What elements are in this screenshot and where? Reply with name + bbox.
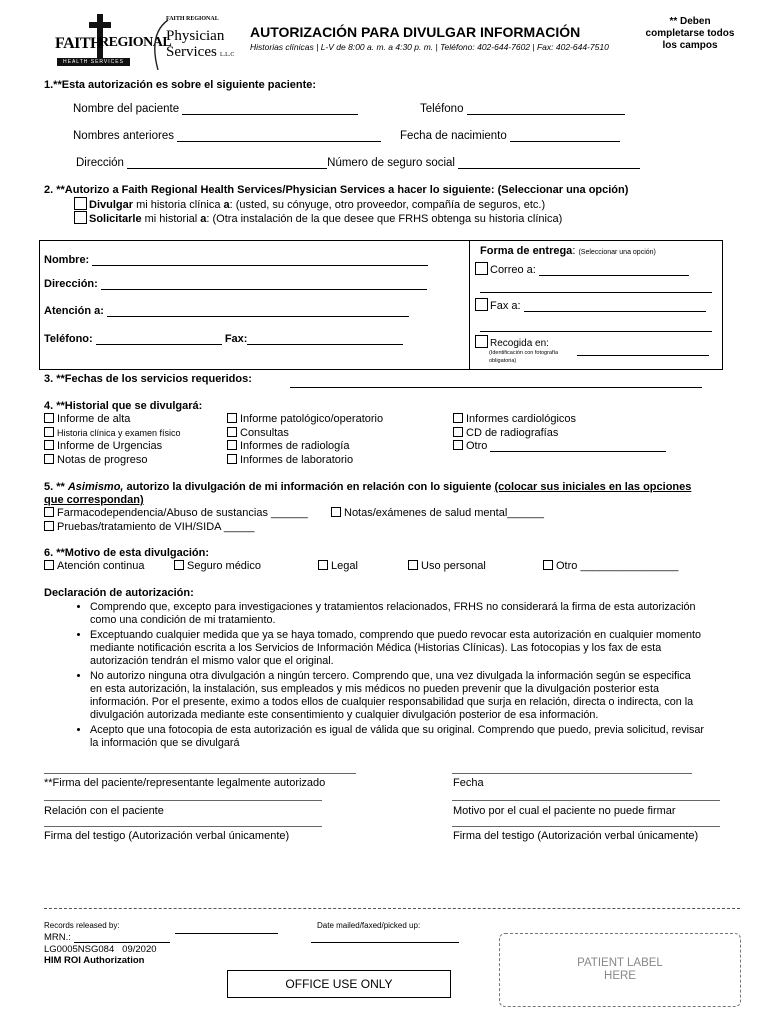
mrn-row: MRN.: bbox=[44, 932, 170, 943]
declaration-item: • No autorizo ninguna otra divulgación a ningún tercero. Comprendo que, una vez divulgada la información según se especifica en esta autorización, la instalación, sus empleados y mis médicos no pueden prevenir que la divulgación posterior esta información. Por el presente, eximo a todos ellos de cualquier responsabilidad que surja en relación, directa o indirecta, con la divulgación autorizada mediante este consentimiento y cualquier divulgación posterior de esa información. bbox=[90, 670, 704, 722]
hiv-item[interactable]: Pruebas/tratamiento de VIH/SIDA _____ bbox=[44, 521, 255, 533]
pickup-option[interactable]: Recogida en: bbox=[475, 335, 549, 349]
history-item[interactable]: Informes de radiología bbox=[227, 440, 349, 452]
recipient-address-field[interactable] bbox=[101, 289, 427, 290]
checkbox[interactable] bbox=[44, 507, 54, 517]
checkbox[interactable] bbox=[543, 560, 553, 570]
checkbox[interactable] bbox=[44, 440, 54, 450]
faith-regional-logo bbox=[55, 14, 172, 70]
request-option[interactable]: Solicitarle mi historial a: (Otra instalación de la que desee que FRHS obtenga su historia clínica) bbox=[74, 211, 562, 225]
checkbox[interactable] bbox=[453, 413, 463, 423]
date-mailed-line[interactable] bbox=[311, 942, 459, 943]
recipient-attention-row: Atención a: bbox=[44, 305, 409, 317]
section4-heading: 4. **Historial que se divulgará: bbox=[44, 400, 203, 412]
fax-option[interactable]: Fax a: bbox=[475, 298, 706, 312]
patient-phone-row: Teléfono bbox=[420, 103, 625, 115]
recipient-name-field[interactable] bbox=[92, 265, 428, 266]
fax-delivery-field[interactable] bbox=[524, 311, 706, 312]
former-names-row: Nombres anteriores bbox=[73, 130, 381, 142]
checkbox[interactable] bbox=[453, 440, 463, 450]
reason-option[interactable]: Uso personal bbox=[408, 560, 486, 572]
logo-faith: FAITH bbox=[55, 35, 102, 52]
mail-option[interactable]: Correo a: bbox=[475, 262, 689, 276]
recipient-address-row: Dirección: bbox=[44, 278, 427, 290]
date-label: Fecha bbox=[453, 777, 484, 789]
fax-checkbox[interactable] bbox=[475, 298, 488, 311]
logo-regional: REGIONAL bbox=[99, 35, 172, 50]
history-item[interactable]: Informes cardiológicos bbox=[453, 413, 576, 425]
service-dates-field[interactable] bbox=[290, 387, 702, 388]
office-divider bbox=[44, 908, 740, 909]
date-line[interactable] bbox=[452, 773, 692, 774]
logo2-physician: Physician bbox=[166, 28, 225, 44]
witness1-line[interactable] bbox=[44, 826, 322, 827]
checkbox[interactable] bbox=[453, 427, 463, 437]
checkbox[interactable] bbox=[174, 560, 184, 570]
birthdate-row: Fecha de nacimiento bbox=[400, 130, 620, 142]
history-item[interactable]: Historia clínica y examen físico bbox=[44, 427, 181, 438]
mrn-field[interactable] bbox=[74, 942, 170, 943]
mail-field[interactable] bbox=[539, 275, 689, 276]
section2-heading: 2. **Autorizo a Faith Regional Health Services/Physician Services a hacer lo siguiente: (Seleccionar una opción) bbox=[44, 184, 629, 196]
pickup-checkbox[interactable] bbox=[475, 335, 488, 348]
history-item[interactable]: Informe patológico/operatorio bbox=[227, 413, 383, 425]
history-item[interactable]: Informe de alta bbox=[44, 413, 130, 425]
form-subtitle: Historias clínicas | L-V de 8:00 a. m. a 4:30 p. m. | Teléfono: 402-644-7602 | Fax: 402-644-7510 bbox=[250, 42, 609, 52]
request-checkbox[interactable] bbox=[74, 211, 87, 224]
history-item[interactable]: Consultas bbox=[227, 427, 289, 439]
cannot-sign-label: Motivo por el cual el paciente no puede firmar bbox=[453, 805, 676, 817]
section5-heading: 5. ** Asimismo, autorizo la divulgación de mi información en relación con lo siguiente (colocar sus iniciales en las opciones que correspondan) bbox=[44, 481, 692, 506]
checkbox[interactable] bbox=[331, 507, 341, 517]
section1-heading: 1.**Esta autorización es sobre el siguiente paciente: bbox=[44, 79, 317, 91]
checkbox[interactable] bbox=[44, 560, 54, 570]
logo2-llc: L.L.C bbox=[220, 52, 235, 58]
checkbox[interactable] bbox=[318, 560, 328, 570]
patient-phone-field[interactable] bbox=[467, 114, 625, 115]
checkbox[interactable] bbox=[227, 413, 237, 423]
pickup-field[interactable] bbox=[577, 355, 709, 356]
physician-services-logo bbox=[150, 12, 240, 72]
relationship-label: Relación con el paciente bbox=[44, 805, 164, 817]
recipient-phone-row: Teléfono: Fax: bbox=[44, 333, 403, 345]
patient-name-row: Nombre del paciente bbox=[73, 103, 358, 115]
delivery-heading: Forma de entrega: (Seleccionar una opción) bbox=[480, 245, 656, 257]
reason-option[interactable]: Otro ________________ bbox=[543, 560, 678, 572]
photo-id-note: (Identificación con fotografía obligatoria) bbox=[489, 350, 559, 364]
reason-option[interactable]: Atención continua bbox=[44, 560, 144, 572]
form-title: AUTORIZACIÓN PARA DIVULGAR INFORMACIÓN bbox=[250, 24, 581, 40]
form-code: LG0005NSG084 09/2020 bbox=[44, 944, 157, 955]
recipient-fax-field[interactable] bbox=[247, 344, 403, 345]
section3-heading: 3. **Fechas de los servicios requeridos: bbox=[44, 373, 252, 385]
office-use-only: OFFICE USE ONLY bbox=[227, 970, 451, 998]
patient-signature-label: **Firma del paciente/representante legalmente autorizado bbox=[44, 777, 326, 789]
address-row: Dirección Número de seguro social bbox=[76, 157, 640, 169]
former-names-field[interactable] bbox=[177, 141, 381, 142]
birthdate-field[interactable] bbox=[510, 141, 620, 142]
checkbox[interactable] bbox=[408, 560, 418, 570]
ssn-field[interactable] bbox=[458, 168, 640, 169]
him-roi-label: HIM ROI Authorization bbox=[44, 955, 145, 966]
checkbox[interactable] bbox=[227, 427, 237, 437]
history-item[interactable]: Informe de Urgencias bbox=[44, 440, 162, 452]
patient-label-box: PATIENT LABEL HERE bbox=[499, 933, 741, 1007]
fax-extra-line bbox=[480, 331, 712, 332]
section6-heading: 6. **Motivo de esta divulgación: bbox=[44, 547, 210, 559]
declaration-list bbox=[44, 601, 704, 752]
release-option[interactable]: Divulgar mi historia clínica a: (usted, su cónyuge, otro proveedor, compañía de seguros, etc.) bbox=[74, 197, 545, 211]
release-checkbox[interactable] bbox=[74, 197, 87, 210]
history-item[interactable]: Notas de progreso bbox=[44, 454, 148, 466]
history-item[interactable]: CD de radiografías bbox=[453, 427, 558, 439]
checkbox[interactable] bbox=[44, 427, 54, 437]
checkbox[interactable] bbox=[227, 454, 237, 464]
declaration-item: • Acepto que una fotocopia de esta autorización es igual de válida que su original. Comprendo que puedo, previa solicitud, revisar la información que se divulgará bbox=[90, 724, 704, 750]
checkbox[interactable] bbox=[227, 440, 237, 450]
recipient-attention-field[interactable] bbox=[107, 316, 409, 317]
checkbox[interactable] bbox=[44, 454, 54, 464]
logo-health-services: HEALTH SERVICES bbox=[57, 58, 130, 66]
reason-option[interactable]: Seguro médico bbox=[174, 560, 261, 572]
recipient-name-row: Nombre: bbox=[44, 254, 428, 266]
history-item[interactable]: Informes de laboratorio bbox=[227, 454, 353, 466]
patient-signature-line[interactable] bbox=[44, 773, 356, 774]
mail-checkbox[interactable] bbox=[475, 262, 488, 275]
cannot-sign-line[interactable] bbox=[452, 800, 720, 801]
other-history-field[interactable] bbox=[490, 451, 666, 452]
declaration-heading: Declaración de autorización: bbox=[44, 587, 194, 599]
mental-health-item[interactable]: Notas/exámenes de salud mental______ bbox=[331, 507, 544, 519]
date-mailed-label: Date mailed/faxed/picked up: bbox=[317, 921, 421, 930]
checkbox[interactable] bbox=[44, 413, 54, 423]
relationship-line[interactable] bbox=[44, 800, 322, 801]
history-item[interactable]: Otro bbox=[453, 440, 666, 452]
required-note: ** Deben completarse todos los campos bbox=[645, 16, 735, 51]
mail-extra-line bbox=[480, 292, 712, 293]
declaration-item: • Exceptuando cualquier medida que ya se haya tomado, comprendo que puedo revocar esta autorización en cualquier momento mediante notificación escrita a los Servicios de Información Médica (Historias Clínicas). Las fotocopias y los fax de esta autorización tendrán el mismo valor que el original. bbox=[90, 629, 704, 668]
witness1-label: Firma del testigo (Autorización verbal únicamente) bbox=[44, 830, 290, 842]
records-released-label: Records released by: bbox=[44, 921, 120, 930]
declaration-item: • Comprendo que, excepto para investigaciones y tratamientos relacionados, FRHS no considerará la firma de esta autorización como una condición de mi tratamiento. bbox=[90, 601, 704, 627]
witness2-line[interactable] bbox=[452, 826, 720, 827]
reason-option[interactable]: Legal bbox=[318, 560, 358, 572]
records-released-line[interactable] bbox=[175, 933, 278, 934]
checkbox[interactable] bbox=[44, 521, 54, 531]
address-field[interactable] bbox=[127, 168, 327, 169]
patient-name-field[interactable] bbox=[182, 114, 358, 115]
logo2-small: FAITH REGIONAL bbox=[166, 16, 219, 22]
witness2-label: Firma del testigo (Autorización verbal únicamente) bbox=[453, 830, 699, 842]
substance-item[interactable]: Farmacodependencia/Abuso de sustancias ______ bbox=[44, 507, 308, 519]
logo2-services: Services bbox=[166, 44, 217, 60]
recipient-phone-field[interactable] bbox=[96, 344, 222, 345]
